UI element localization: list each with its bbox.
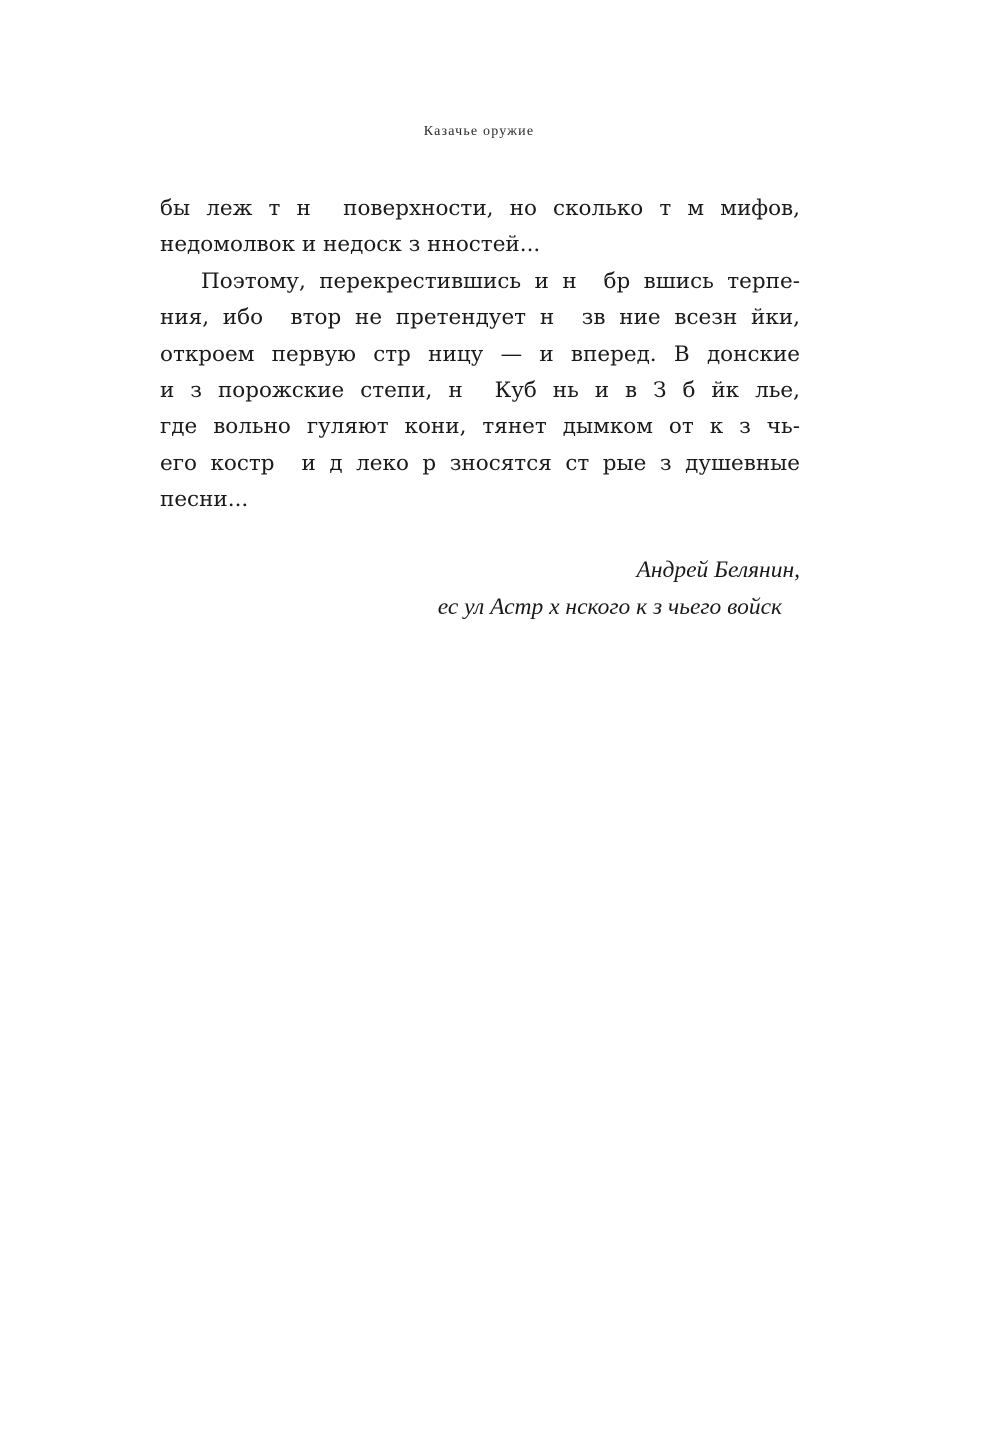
text-line: бы леж т н поверхности, но сколько т м мифов, [160, 196, 800, 221]
text-line: ния, ибо втор не претендует н зв ние всезн йки, [160, 305, 800, 331]
signature [160, 552, 800, 626]
signature-name: Андрей Белянин, [636, 557, 800, 583]
text-line: песни... [160, 487, 249, 513]
text-line: где вольно гуляют кони, тянет дымком от к з чь- [160, 414, 800, 440]
text-line: откроем первую стр ницу — и вперед. В донские [160, 341, 800, 367]
text-line: и з порожские степи, н Куб нь и в З б йк лье, [160, 377, 800, 403]
text-line: недомолвок и недоск з нностей... [160, 232, 541, 258]
running-head: Казачье оружие [423, 124, 535, 139]
text-line: Поэтому, перекрестившись и н бр вшись терпе- [201, 268, 800, 294]
body-text [160, 191, 800, 519]
signature-title: ес ул Астр х нского к з чьего войск [437, 594, 782, 620]
text-line: его костр и д леко р зносятся ст рые з душевные [160, 450, 800, 476]
